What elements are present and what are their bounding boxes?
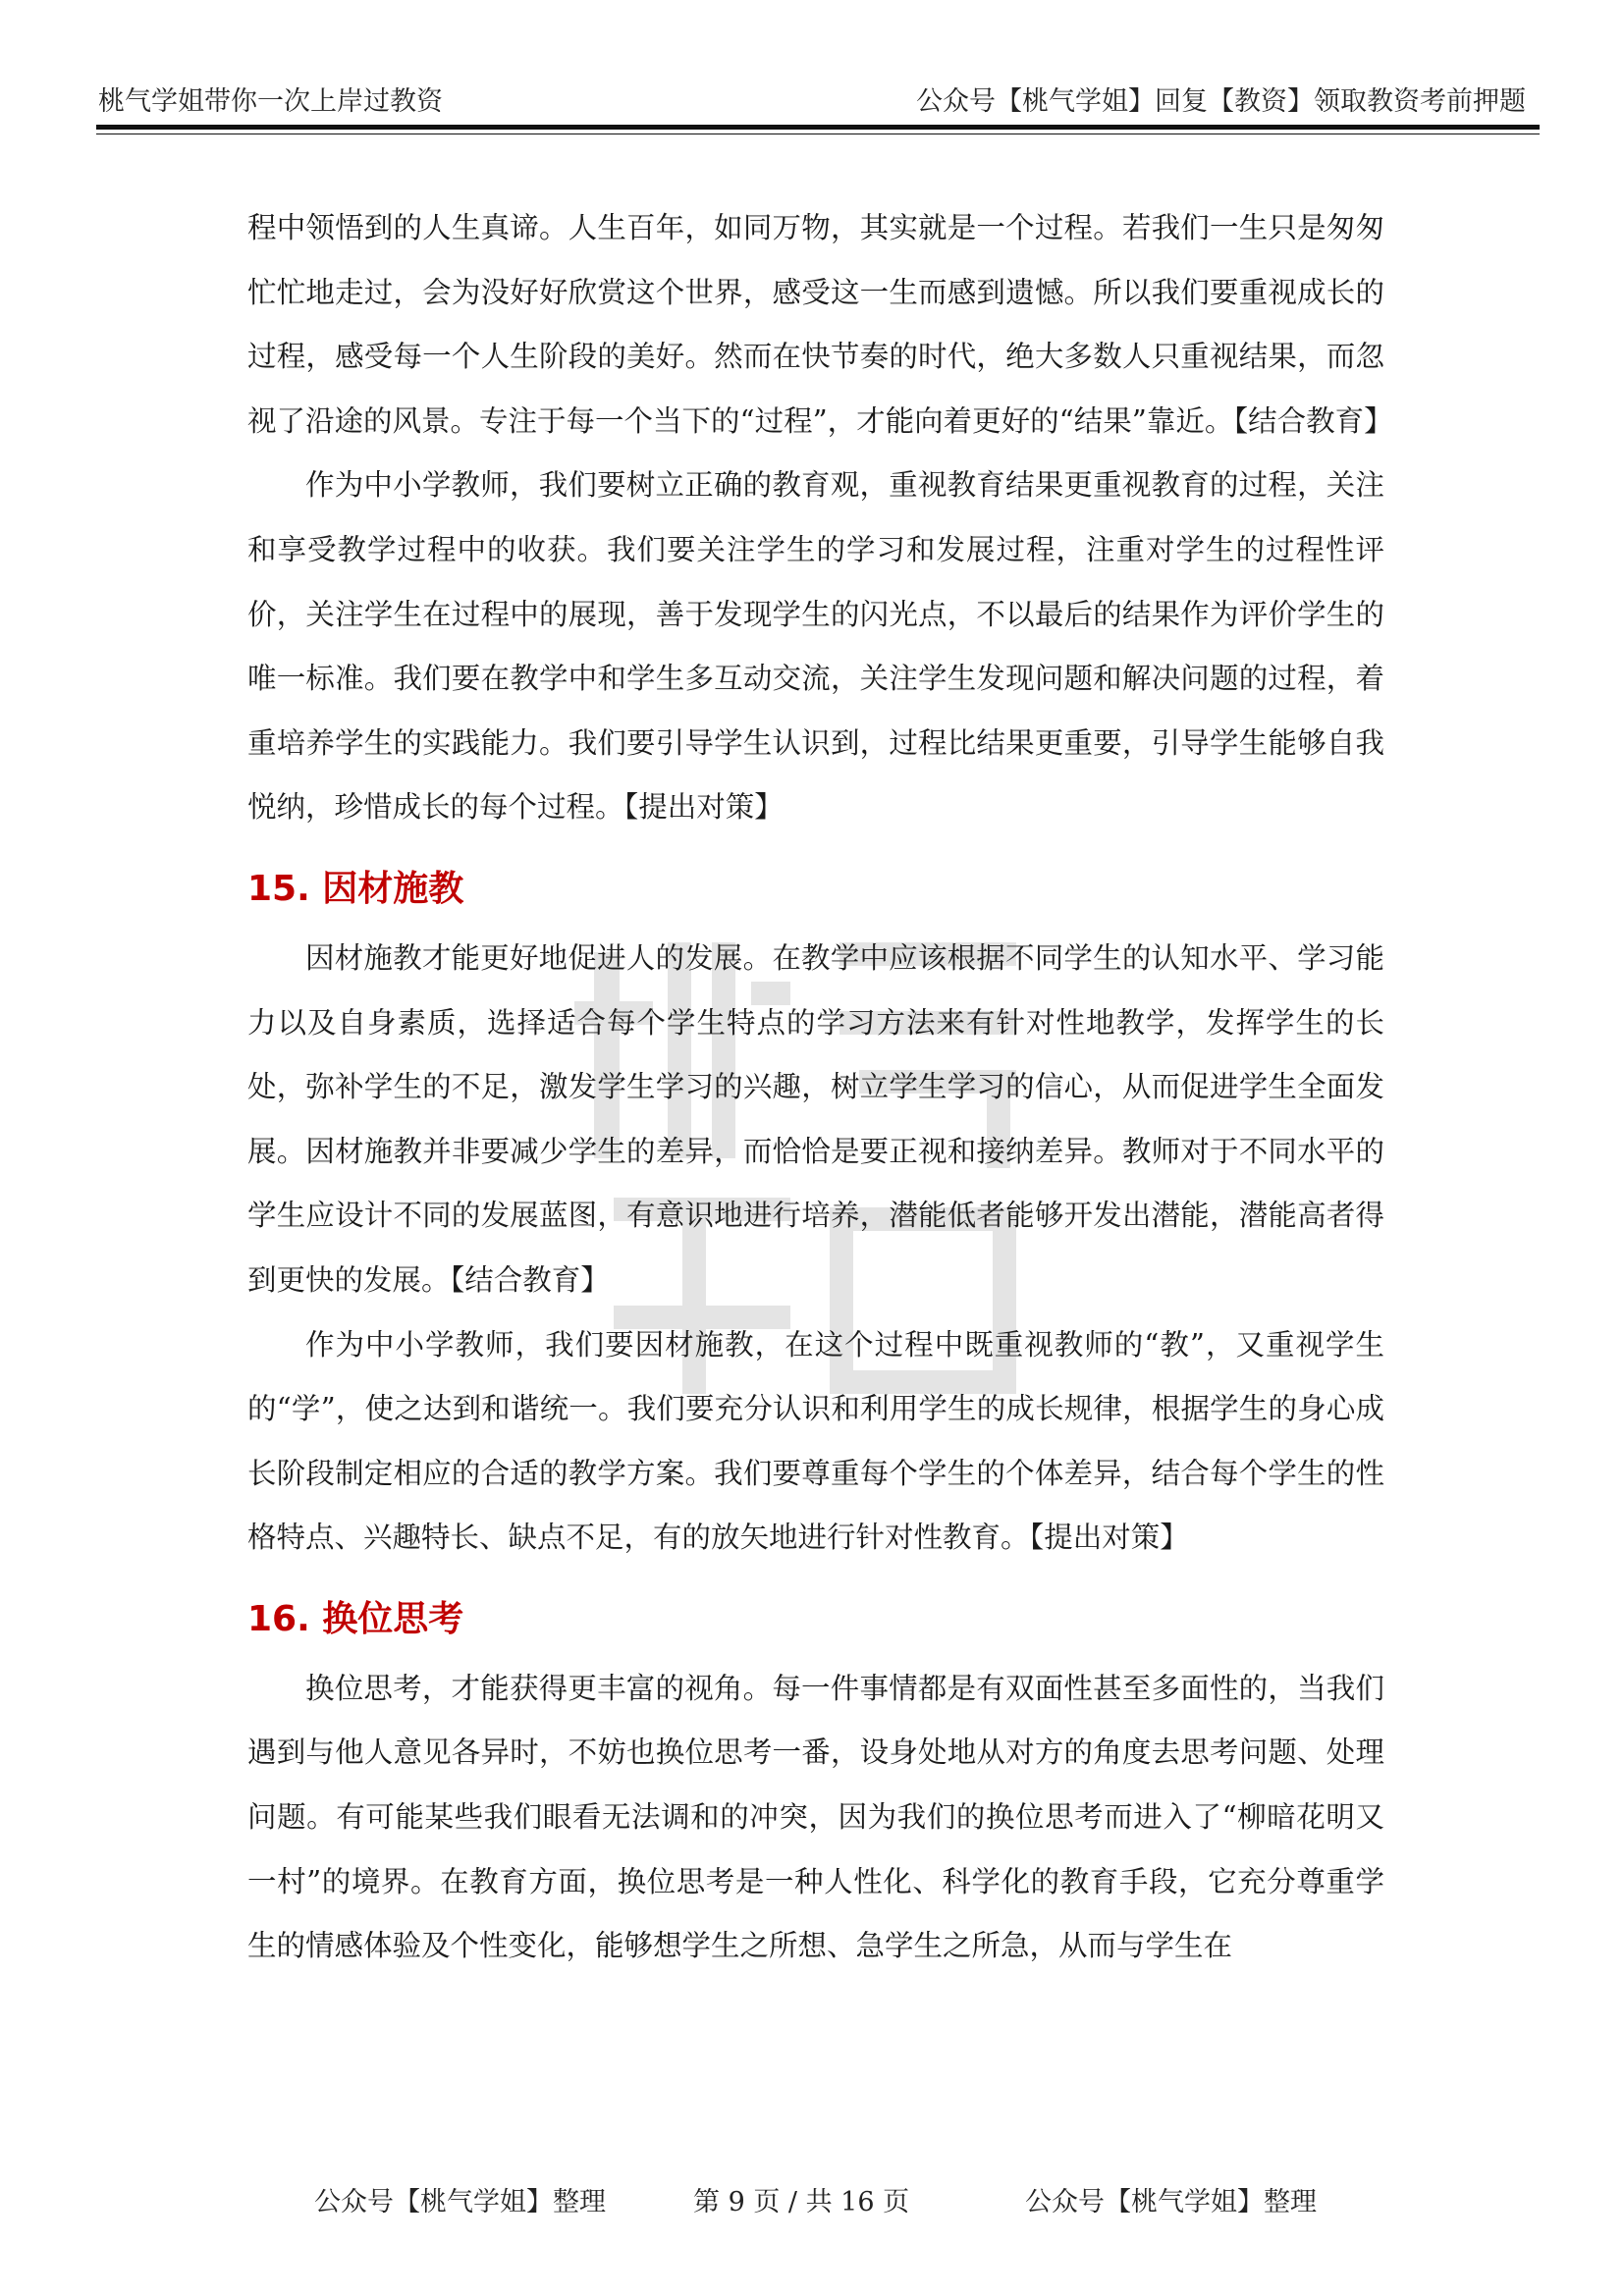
header-rule-thin [96, 133, 1540, 134]
paragraph: 作为中小学教师，我们要因材施教，在这个过程中既重视教师的“教”，又重视学生的“学”，使之达到和谐统一。我们要充分认识和利用学生的成长规律，根据学生的身心成长阶段制定相应的合适的教学方案。我们要尊重每个学生的个体差异，结合每个学生的性格特点、兴趣特长、缺点不足，有的放矢地进行针对性教育。【提出对策】 [247, 1327, 1384, 1555]
header-right-text: 公众号【桃气学姐】回复【教资】领取教资考前押题 [916, 86, 1526, 117]
page-number: 第 9 页 / 共 16 页 [693, 2187, 910, 2217]
paragraph: 因材施教才能更好地促进人的发展。在教学中应该根据不同学生的认知水平、学习能力以及自身素质，选择适合每个学生特点的学习方法来有针对性地教学，发挥学生的长处，弥补学生的不足，激发学生学习的兴趣，树立学生学习的信心，从而促进学生全面发展。因材施教并非要减少学生的差异，而恰恰是要正视和接纳差异。教师对于不同水平的学生应设计不同的发展蓝图，有意识地进行培养，潜能低者能够开发出潜能，潜能高者得到更快的发展。【结合教育】 [247, 940, 1384, 1297]
section-heading: 16. 换位思考 [247, 1598, 464, 1639]
header-left-text: 桃气学姐带你一次上岸过教资 [98, 86, 443, 117]
section-heading: 15. 因材施教 [247, 868, 464, 909]
document-body [247, 196, 1393, 1979]
footer-left-text: 公众号【桃气学姐】整理 [314, 2187, 606, 2217]
paragraph: 程中领悟到的人生真谛。人生百年，如同万物，其实就是一个过程。若我们一生只是匆匆忙忙地走过，会为没好好欣赏这个世界，感受这一生而感到遗憾。所以我们要重视成长的过程，感受每一个人生阶段的美好。然而在快节奏的时代，绝大多数人只重视结果，而忽视了沿途的风景。专注于每一个当下的“过程”，才能向着更好的“结果”靠近。【结合教育】 [247, 211, 1393, 438]
paragraph: 换位思考，才能获得更丰富的视角。每一件事情都是有双面性甚至多面性的，当我们遇到与他人意见各异时，不妨也换位思考一番，设身处地从对方的角度去思考问题、处理问题。有可能某些我们眼看无法调和的冲突，因为我们的换位思考而进入了“柳暗花明又一村”的境界。在教育方面，换位思考是一种人性化、科学化的教育手段，它充分尊重学生的情感体验及个性变化，能够想学生之所想、急学生之所急，从而与学生在 [247, 1671, 1384, 1963]
paragraph: 作为中小学教师，我们要树立正确的教育观，重视教育结果更重视教育的过程，关注和享受教学过程中的收获。我们要关注学生的学习和发展过程，注重对学生的过程性评价，关注学生在过程中的展现，善于发现学生的闪光点，不以最后的结果作为评价学生的唯一标准。我们要在教学中和学生多互动交流，关注学生发现问题和解决问题的过程，着重培养学生的实践能力。我们要引导学生认识到，过程比结果更重要，引导学生能够自我悦纳，珍惜成长的每个过程。【提出对策】 [247, 468, 1384, 825]
footer-right-text: 公众号【桃气学姐】整理 [1025, 2187, 1317, 2217]
header-rule-thick [96, 125, 1540, 130]
